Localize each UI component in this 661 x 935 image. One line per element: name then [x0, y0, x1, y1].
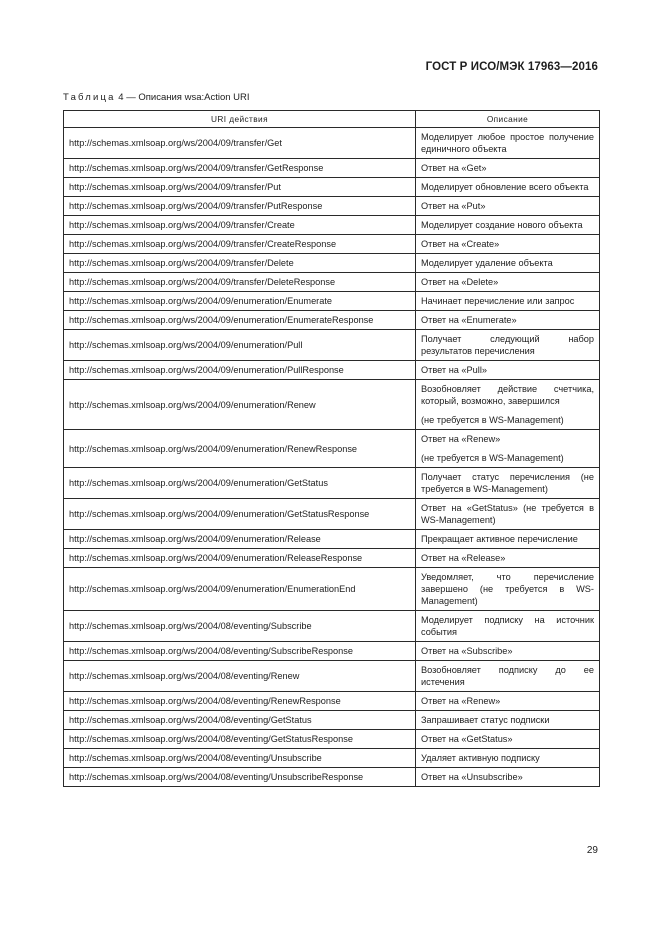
description-cell [416, 273, 600, 292]
description-paragraph: Получает следующий набор результатов перечисления [421, 334, 594, 356]
action-uri-cell: http://schemas.xmlsoap.org/ws/2004/09/enumeration/EnumerateResponse [64, 311, 416, 330]
description-paragraph: Получает статус перечисления (не требуется в WS-Management) [421, 472, 594, 494]
description-paragraph: (не требуется в WS-Management) [421, 453, 564, 463]
action-uri-cell: http://schemas.xmlsoap.org/ws/2004/09/enumeration/Pull [64, 330, 416, 361]
description-cell [416, 430, 600, 468]
table-row [64, 273, 600, 292]
document-standard-title: ГОСТ Р ИСО/МЭК 17963—2016 [425, 61, 598, 73]
action-uri-cell: http://schemas.xmlsoap.org/ws/2004/08/eventing/GetStatus [64, 711, 416, 730]
description-paragraph: Ответ на «GetStatus» [421, 734, 513, 744]
description-cell [416, 311, 600, 330]
table-row [64, 768, 600, 787]
table-row [64, 468, 600, 499]
action-uri-cell: http://schemas.xmlsoap.org/ws/2004/09/enumeration/Renew [64, 380, 416, 430]
table-row [64, 380, 600, 430]
table-row [64, 292, 600, 311]
action-uri-cell: http://schemas.xmlsoap.org/ws/2004/09/transfer/Delete [64, 254, 416, 273]
table-row [64, 330, 600, 361]
table-row [64, 311, 600, 330]
table-row [64, 254, 600, 273]
action-uri-cell: http://schemas.xmlsoap.org/ws/2004/09/enumeration/GetStatusResponse [64, 499, 416, 530]
action-uri-cell: http://schemas.xmlsoap.org/ws/2004/09/enumeration/Enumerate [64, 292, 416, 311]
description-paragraph: Удаляет активную подписку [421, 753, 540, 763]
table-row [64, 235, 600, 254]
description-cell [416, 730, 600, 749]
table-row [64, 642, 600, 661]
table-row [64, 661, 600, 692]
action-uri-cell: http://schemas.xmlsoap.org/ws/2004/09/transfer/DeleteResponse [64, 273, 416, 292]
description-cell [416, 530, 600, 549]
table-row [64, 159, 600, 178]
description-paragraph: Ответ на «Subscribe» [421, 646, 513, 656]
description-paragraph: (не требуется в WS-Management) [421, 415, 564, 425]
description-paragraph: Ответ на «Get» [421, 163, 487, 173]
description-cell [416, 749, 600, 768]
action-uri-cell: http://schemas.xmlsoap.org/ws/2004/09/enumeration/PullResponse [64, 361, 416, 380]
action-uri-cell: http://schemas.xmlsoap.org/ws/2004/09/enumeration/Release [64, 530, 416, 549]
description-cell [416, 661, 600, 692]
description-paragraph: Ответ на «Create» [421, 239, 500, 249]
table-row [64, 749, 600, 768]
description-paragraph: Моделирует удаление объекта [421, 258, 553, 268]
description-paragraph: Запрашивает статус подписки [421, 715, 550, 725]
description-paragraph: Моделирует обновление всего объекта [421, 182, 589, 192]
action-uri-cell: http://schemas.xmlsoap.org/ws/2004/09/transfer/Put [64, 178, 416, 197]
description-cell [416, 292, 600, 311]
column-header-uri: URI действия [64, 111, 416, 128]
description-cell [416, 568, 600, 611]
action-uri-cell: http://schemas.xmlsoap.org/ws/2004/09/transfer/CreateResponse [64, 235, 416, 254]
action-uri-cell: http://schemas.xmlsoap.org/ws/2004/09/enumeration/EnumerationEnd [64, 568, 416, 611]
description-paragraph: Моделирует любое простое получение единичного объекта [421, 132, 594, 154]
description-cell [416, 549, 600, 568]
action-uri-cell: http://schemas.xmlsoap.org/ws/2004/08/eventing/Renew [64, 661, 416, 692]
table-row [64, 216, 600, 235]
table-row [64, 549, 600, 568]
action-uri-table [63, 110, 600, 787]
description-paragraph: Моделирует создание нового объекта [421, 220, 583, 230]
action-uri-cell: http://schemas.xmlsoap.org/ws/2004/09/transfer/PutResponse [64, 197, 416, 216]
description-cell [416, 361, 600, 380]
description-cell [416, 330, 600, 361]
table-row [64, 178, 600, 197]
description-paragraph: Ответ на «Pull» [421, 365, 487, 375]
description-paragraph: Ответ на «Put» [421, 201, 486, 211]
table-row [64, 128, 600, 159]
description-paragraph: Моделирует подписку на источник события [421, 615, 594, 637]
table-row [64, 611, 600, 642]
description-cell [416, 499, 600, 530]
description-paragraph: Ответ на «Enumerate» [421, 315, 517, 325]
action-uri-cell: http://schemas.xmlsoap.org/ws/2004/09/enumeration/ReleaseResponse [64, 549, 416, 568]
action-uri-cell: http://schemas.xmlsoap.org/ws/2004/08/eventing/Subscribe [64, 611, 416, 642]
description-cell [416, 128, 600, 159]
table-row [64, 499, 600, 530]
description-paragraph: Ответ на «GetStatus» (не требуется в WS-Management) [421, 503, 594, 525]
table-body [64, 128, 600, 787]
table-row [64, 568, 600, 611]
action-uri-cell: http://schemas.xmlsoap.org/ws/2004/08/eventing/GetStatusResponse [64, 730, 416, 749]
action-uri-cell: http://schemas.xmlsoap.org/ws/2004/08/eventing/SubscribeResponse [64, 642, 416, 661]
action-uri-cell: http://schemas.xmlsoap.org/ws/2004/09/enumeration/GetStatus [64, 468, 416, 499]
description-paragraph: Возобновляет действие счетчика, который, возможно, завершился [421, 384, 594, 406]
action-uri-cell: http://schemas.xmlsoap.org/ws/2004/09/transfer/Get [64, 128, 416, 159]
description-cell [416, 254, 600, 273]
description-cell [416, 768, 600, 787]
table-row [64, 730, 600, 749]
table-caption-title: — Описания wsa:Action URI [126, 92, 250, 103]
column-header-description: Описание [416, 111, 600, 128]
description-cell [416, 178, 600, 197]
description-paragraph: Ответ на «Renew» [421, 434, 501, 444]
description-cell [416, 380, 600, 430]
description-paragraph: Ответ на «Renew» [421, 696, 501, 706]
table-caption-number: 4 [118, 92, 124, 103]
description-paragraph: Уведомляет, что перечисление завершено (не требуется в WS-Management) [421, 572, 594, 606]
description-cell [416, 216, 600, 235]
table-header-row [64, 111, 600, 128]
table-caption-label: Таблица [63, 92, 116, 103]
description-cell [416, 611, 600, 642]
description-paragraph: Ответ на «Unsubscribe» [421, 772, 523, 782]
description-paragraph: Возобновляет подписку до ее истечения [421, 665, 594, 687]
description-cell [416, 235, 600, 254]
description-cell [416, 711, 600, 730]
description-paragraph: Ответ на «Release» [421, 553, 506, 563]
description-paragraph: Ответ на «Delete» [421, 277, 499, 287]
action-uri-cell: http://schemas.xmlsoap.org/ws/2004/08/eventing/UnsubscribeResponse [64, 768, 416, 787]
table-row [64, 361, 600, 380]
action-uri-cell: http://schemas.xmlsoap.org/ws/2004/09/transfer/GetResponse [64, 159, 416, 178]
action-uri-cell: http://schemas.xmlsoap.org/ws/2004/08/eventing/RenewResponse [64, 692, 416, 711]
action-uri-cell: http://schemas.xmlsoap.org/ws/2004/09/transfer/Create [64, 216, 416, 235]
action-uri-cell: http://schemas.xmlsoap.org/ws/2004/09/enumeration/RenewResponse [64, 430, 416, 468]
description-cell [416, 159, 600, 178]
description-cell [416, 197, 600, 216]
description-paragraph: Начинает перечисление или запрос [421, 296, 575, 306]
table-row [64, 692, 600, 711]
table-row [64, 711, 600, 730]
description-paragraph: Прекращает активное перечисление [421, 534, 578, 544]
table-row [64, 430, 600, 468]
description-cell [416, 642, 600, 661]
description-cell [416, 468, 600, 499]
table-row [64, 530, 600, 549]
action-uri-cell: http://schemas.xmlsoap.org/ws/2004/08/eventing/Unsubscribe [64, 749, 416, 768]
description-cell [416, 692, 600, 711]
table-caption [63, 92, 250, 103]
table-row [64, 197, 600, 216]
page-number: 29 [586, 845, 598, 856]
